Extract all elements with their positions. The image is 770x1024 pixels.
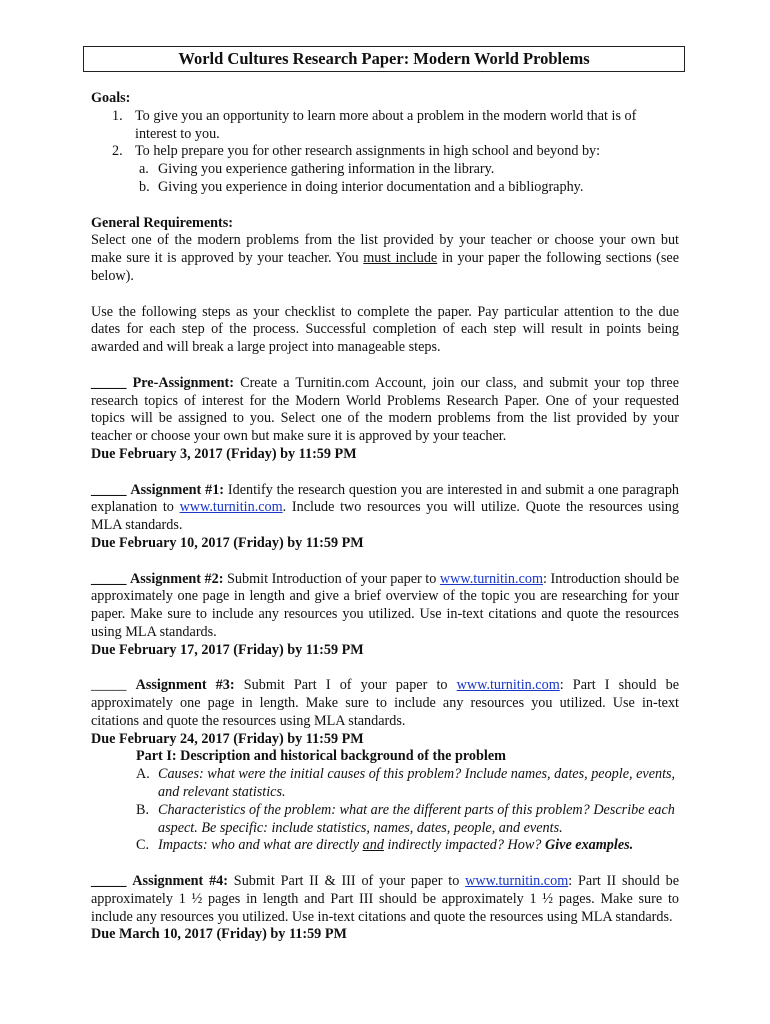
checkbox-blank: _____	[91, 570, 127, 587]
checkbox-blank: _____	[91, 481, 127, 498]
assignment-4-label: Assignment #4:	[132, 873, 228, 890]
goal-text: To give you an opportunity to learn more about a problem in the modern world that is of interest to you.	[135, 107, 637, 142]
checkbox-blank: _____	[91, 677, 127, 694]
part-item-letter: B.	[136, 801, 150, 818]
goal-number: 1.	[112, 107, 123, 124]
goal-subitem-letter: b.	[139, 178, 150, 195]
goal-item	[91, 108, 679, 144]
assignment-1: _____ Assignment #1: Identify the research question you are interested in and submit a one paragraph explanation to www.turnitin.com. Include two resources you will utilize. Quote the resources using MLA standards.	[91, 481, 680, 534]
goal-subitem	[91, 179, 679, 197]
goal-subitem	[91, 161, 679, 179]
goal-subitem-text: Giving you experience in doing interior documentation and a bibliography.	[158, 178, 584, 195]
part-1-item	[136, 766, 679, 802]
assignment-4-due-date: Due March 10, 2017 (Friday) by 11:59 PM	[91, 926, 347, 943]
goals-heading: Goals:	[91, 90, 131, 106]
assignment-3-due-date: Due February 24, 2017 (Friday) by 11:59 PM	[91, 730, 364, 747]
goal-item	[91, 143, 679, 161]
goal-subitem-letter: a.	[139, 161, 149, 178]
assignment-2-due-date: Due February 17, 2017 (Friday) by 11:59 PM	[91, 641, 364, 658]
assignment-2-label: Assignment #2:	[130, 570, 224, 587]
turnitin-link[interactable]: www.turnitin.com	[439, 570, 543, 587]
assignment-1-label: Assignment #1:	[130, 481, 225, 498]
page-title: World Cultures Research Paper: Modern World Problems	[83, 46, 685, 72]
checkbox-blank: _____	[91, 374, 127, 391]
part-item-letter: C.	[136, 837, 150, 854]
part-item-letter: A.	[136, 766, 150, 783]
part-1-heading: Part I: Description and historical background of the problem	[136, 748, 506, 765]
part-1-item	[136, 837, 679, 855]
part-item-text: Causes: what were the initial causes of this problem? Include names, dates, people, events, and relevant statistics.	[158, 766, 676, 801]
pre-assignment-due-date: Due February 3, 2017 (Friday) by 11:59 PM	[91, 445, 357, 462]
must-include-emphasis: must include	[363, 250, 438, 267]
part-1-section	[91, 748, 679, 855]
pre-assignment-label: Pre-Assignment:	[132, 374, 234, 391]
general-requirements-text: Select one of the modern problems from the list provided by your teacher or choose your own but make sure it is approved by your teacher. You must include in your paper the following sections (see below).	[91, 232, 679, 284]
part-1-item	[136, 802, 679, 838]
turnitin-link[interactable]: www.turnitin.com	[179, 499, 283, 516]
assignment-3-label: Assignment #3:	[135, 677, 235, 694]
assignment-3: _____ Assignment #3: Submit Part I of your paper to www.turnitin.com: Part I should be approximately one page in length. Make sure to include any resources you utilized. Use in-text citations and quote the resources using MLA standards.	[91, 677, 680, 729]
document-body	[91, 90, 679, 944]
checklist-instructions: Use the following steps as your checklist to complete the paper. Pay particular attention to the due dates for each step of the process. Successful completion of each step will result in points being awarded and will break a large project into manageable steps.	[91, 303, 679, 356]
checkbox-blank: _____	[91, 873, 127, 890]
goal-text: To help prepare you for other research assignments in high school and beyond by:	[135, 143, 601, 160]
assignment-1-due-date: Due February 10, 2017 (Friday) by 11:59 PM	[91, 534, 364, 551]
assignment-4: _____ Assignment #4: Submit Part II & III of your paper to www.turnitin.com: Part II should be approximately 1 ½ pages in length and Part III should be approximately 1 ½ pages. Make sure to include any resources you utilized. Use in-text citations and quote the resources using MLA standards.	[91, 873, 680, 925]
goal-subitem-text: Giving you experience gathering information in the library.	[158, 161, 495, 178]
pre-assignment: _____ Pre-Assignment: Create a Turnitin.com Account, join our class, and submit your top three research topics of interest for the Modern World Problems Research Paper. One of your requested topics will be assigned to you. Select one of the modern problems from the list provided by your teacher or choose your own but make sure it is approved by your teacher.	[91, 374, 679, 445]
turnitin-link[interactable]: www.turnitin.com	[465, 873, 569, 890]
turnitin-link[interactable]: www.turnitin.com	[456, 677, 560, 694]
goal-number: 2.	[112, 143, 123, 160]
give-examples-emphasis: Give examples.	[544, 837, 634, 854]
part-item-text: Characteristics of the problem: what are the different parts of this problem? Describe each aspect. Be specific: include statistics, names, dates, people, and events.	[158, 801, 675, 836]
assignment-2: _____ Assignment #2: Submit Introduction of your paper to www.turnitin.com: Introduction should be approximately one page in length and give a brief overview of the topic you are researching for your paper. Make sure to include any resources you utilized. Use in-text citations and quote the resources using MLA standards.	[91, 570, 679, 640]
general-requirements-heading: General Requirements:	[91, 214, 233, 231]
part-item-text: Impacts: who and what are directly and indirectly impacted? How? Give examples.	[158, 837, 634, 854]
